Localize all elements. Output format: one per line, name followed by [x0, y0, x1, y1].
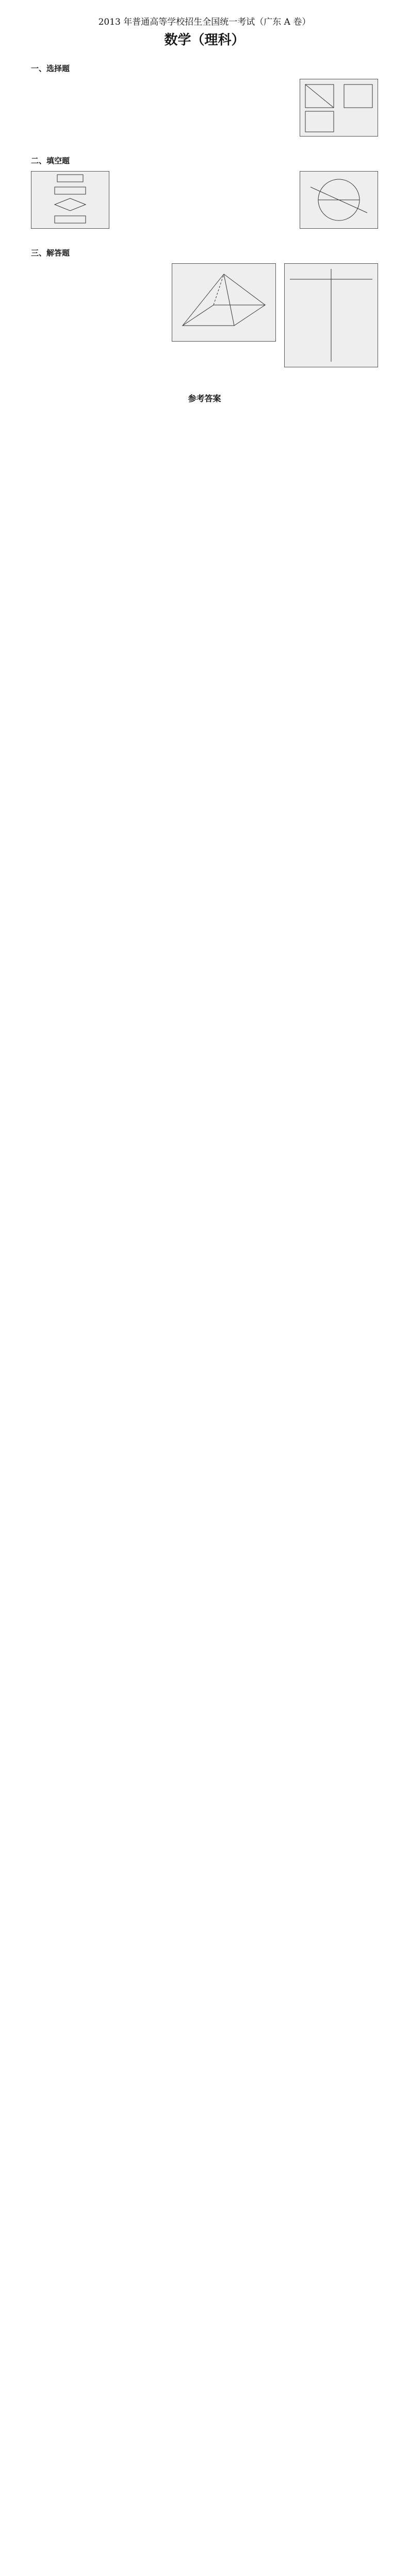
exam-content: [0, 63, 409, 404]
document-title: 2013 年普通高等学校招生全国统一考试（广东 A 卷）: [98, 17, 311, 27]
figure-circle: [300, 171, 378, 229]
answers-heading: 参考答案: [188, 394, 221, 403]
section-heading-choice: 一、选择题: [31, 64, 70, 73]
figure-three-view: [300, 79, 378, 137]
section-heading-solve: 三、解答题: [31, 248, 70, 258]
three-view-drawing: [300, 79, 378, 136]
document-subtitle: 数学（理科）: [164, 32, 245, 48]
section-heading-fill: 二、填空题: [31, 156, 70, 165]
figure-stem-leaf: [284, 263, 378, 367]
circle-geometry-drawing: [300, 172, 378, 228]
flowchart-drawing: [31, 172, 109, 228]
stem-leaf-drawing: [285, 264, 378, 367]
figure-solid: [172, 263, 276, 342]
figure-flowchart: [31, 171, 109, 229]
solid-geometry-drawing: [172, 264, 275, 341]
